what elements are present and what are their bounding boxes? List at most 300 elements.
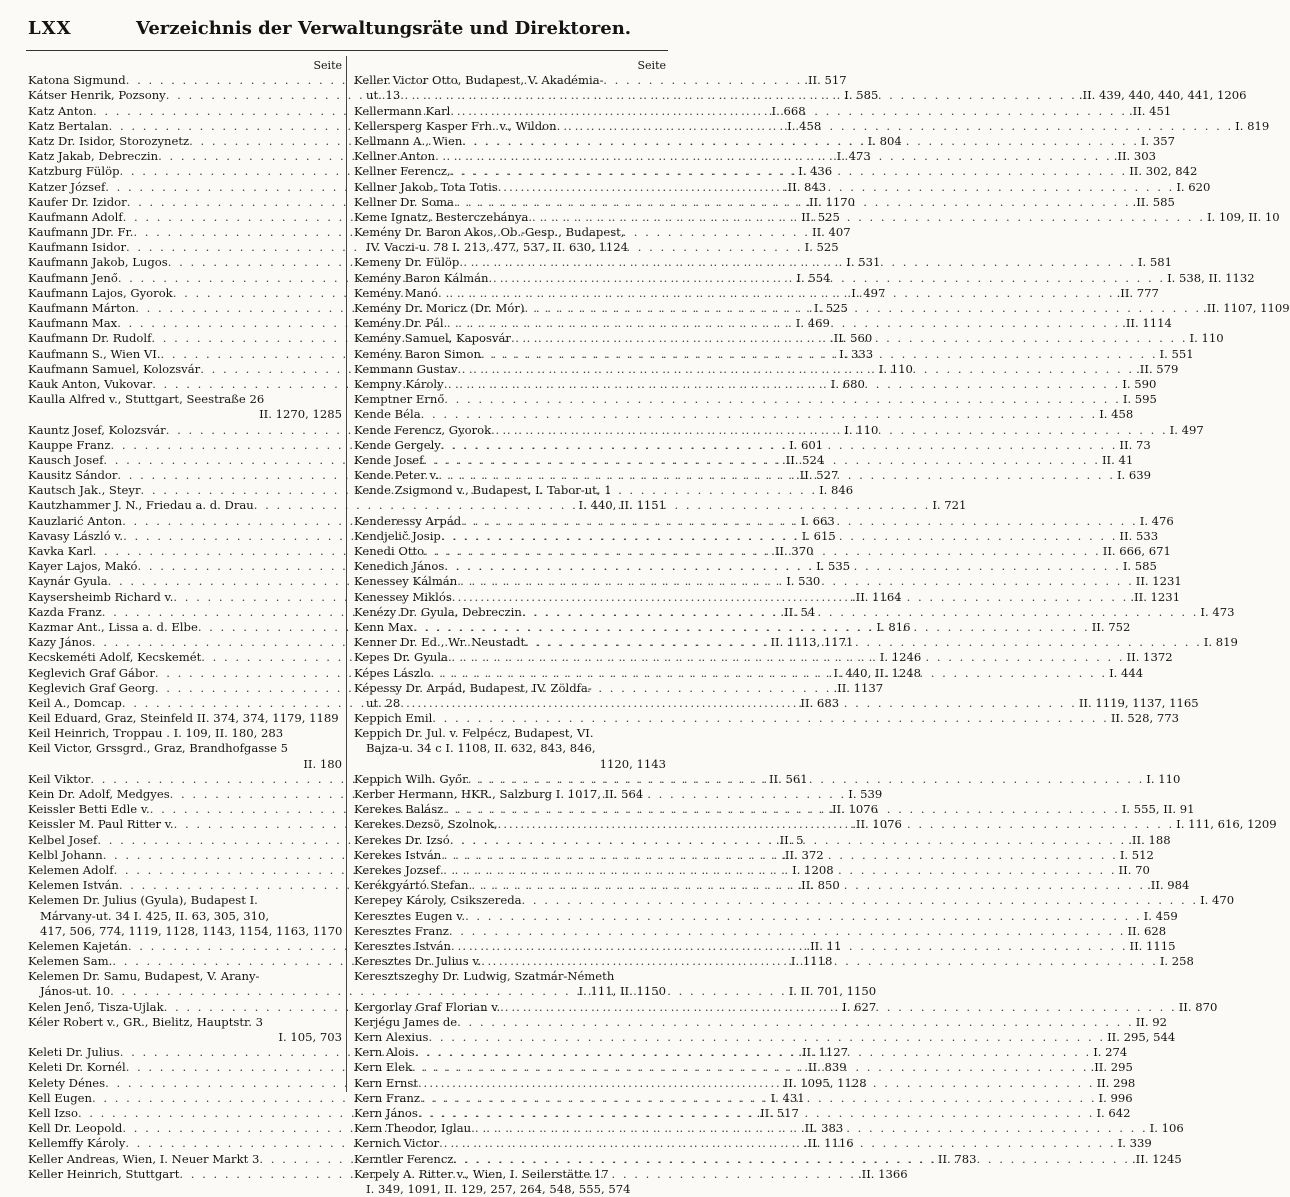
page-reference: II. 41 xyxy=(1101,452,1134,467)
entry-name: Keppich Dr. Jul. v. Felpécz, Budapest, VI. xyxy=(354,726,594,741)
page-reference: I. 106 xyxy=(1149,1121,1184,1136)
entry-name: Kende Josef xyxy=(354,452,424,467)
leader-dots xyxy=(468,772,1145,787)
entry-name: Márvany-ut. 34 I. 425, II. 63, 305, 310, xyxy=(40,908,270,923)
index-entry xyxy=(354,938,1176,954)
page-reference: .II. 585 xyxy=(1132,194,1175,209)
page-reference: I. 436 xyxy=(798,164,833,179)
entry-name: Keleti Dr. Julius xyxy=(28,1045,120,1060)
leader-dots xyxy=(412,1060,1089,1075)
leader-dots xyxy=(481,954,1158,969)
leader-dots xyxy=(525,635,1202,650)
entry-name: Kelbl Johann xyxy=(28,847,103,862)
entry-name: Kenedi Otto xyxy=(354,544,425,558)
page-reference: I. 539 xyxy=(848,787,883,801)
entry-name: Katona Sigmund xyxy=(28,73,126,88)
page-reference: I. 1208 xyxy=(792,862,834,877)
page-reference: I. 551 xyxy=(1159,346,1194,361)
entry-name: Keil Viktor xyxy=(28,771,91,786)
entry-name: Kerjégu James de xyxy=(354,1014,458,1029)
leader-dots xyxy=(415,1045,1092,1060)
page-reference: I. 444 xyxy=(1109,665,1144,680)
page-reference: .II. 1170 xyxy=(805,194,855,209)
seite-label: Seite xyxy=(313,59,342,72)
entry-name: Kern Ernst xyxy=(354,1075,418,1090)
entry-name: Kellner Dr. Soma xyxy=(354,194,454,209)
index-entry xyxy=(28,1015,342,1030)
entry-name: Kelbel Josef xyxy=(28,832,98,847)
page-reference: II. 298 xyxy=(1096,1075,1136,1090)
index-entry xyxy=(354,908,1178,924)
entry-name: Kemény Baron Kálmán xyxy=(354,270,489,285)
entry-name: Kelety Dénes xyxy=(28,1075,106,1090)
entry-name: Katzer József xyxy=(28,179,106,194)
leader-dots xyxy=(400,696,1077,711)
entry-name: Kavasy László v. xyxy=(28,528,124,543)
entry-name: Bajza-u. 34 c I. 1108, II. 632, 843, 846, xyxy=(366,741,596,756)
page-reference: 1120, 1143 xyxy=(599,756,666,771)
page-reference xyxy=(263,1015,265,1030)
entry-name: Kéler Robert v., GR., Bielitz, Hauptstr. 3 xyxy=(28,1014,263,1029)
entry-name: Kenézy Dr. Gyula, Debreczin xyxy=(354,604,522,619)
entry-name: Kerber Hermann, HKR., Salzburg I. 1017, II. 564 xyxy=(354,787,644,801)
page-reference: I. 357 xyxy=(1140,133,1175,148)
page-reference: I. 476 xyxy=(1139,513,1174,528)
leader-dots xyxy=(465,909,1142,924)
index-entry xyxy=(28,969,342,984)
index-entry xyxy=(354,225,666,240)
page-reference: I. 531 xyxy=(846,255,881,270)
entry-name: Kern Elek xyxy=(354,1060,412,1075)
leader-dots xyxy=(459,255,1136,270)
index-entry xyxy=(28,893,342,908)
index-entry xyxy=(354,1167,666,1182)
entry-name: Kaysersheimb Richard v. xyxy=(28,589,174,604)
entry-name: Keglevich Graf Gábor xyxy=(28,665,155,680)
page-reference: I. 109, II. 10 xyxy=(1206,209,1280,224)
page-reference: .II. 1231 xyxy=(1130,589,1181,604)
leader-dots xyxy=(557,119,1234,134)
leader-dots xyxy=(452,590,1129,605)
entry-name: Keller Heinrich, Stuttgart xyxy=(28,1166,180,1181)
leader-dots xyxy=(450,833,1127,848)
leader-dots xyxy=(418,1076,1095,1091)
entry-name: János-ut. 10 xyxy=(40,984,111,999)
page-reference: .II. 1116 xyxy=(803,1136,854,1151)
entry-name: Kaufmann Dr. Rudolf xyxy=(28,331,152,346)
entry-name: Kende Peter v. xyxy=(354,468,439,483)
leader-dots xyxy=(444,392,1121,407)
entry-name: Kerntler Ferencz xyxy=(354,1151,454,1166)
page-reference: .II. 1076 xyxy=(828,802,879,817)
page-reference: I. 721 xyxy=(932,498,967,513)
entry-name: Kaulla Alfred v., Stuttgart, Seestraße 26 xyxy=(28,392,265,407)
page-reference: I. 473 xyxy=(836,149,871,164)
page-reference: I. 473 xyxy=(1200,604,1235,619)
entry-name: Kemény Dr. Pál xyxy=(354,316,444,331)
page-reference: .II. 517 xyxy=(756,1105,799,1120)
page-reference: II. 73 xyxy=(1119,437,1151,452)
entry-name: Kenessey Miklós xyxy=(354,589,452,604)
index-entry xyxy=(354,711,1180,726)
leader-dots xyxy=(400,88,1077,103)
index-entry xyxy=(354,923,1167,939)
entry-name: Katz Jakab, Debreczin xyxy=(28,149,159,164)
entry-name: Kautsch Jak., Steyr xyxy=(28,483,141,498)
page-reference: .II. 1107, 1109 xyxy=(1203,301,1290,315)
page-reference: I. 668 xyxy=(771,103,806,118)
page-reference xyxy=(258,893,260,908)
entry-name: Kaufer Dr. Izidor xyxy=(28,194,127,209)
entry-name: Kazda Franz xyxy=(28,604,102,619)
page-reference: I. 497 xyxy=(1169,422,1204,437)
page-reference: I. 555, II. 91 xyxy=(1121,802,1195,817)
entry-name: Kell Izso xyxy=(28,1105,78,1120)
index-entry xyxy=(354,757,666,772)
page-reference: I. 458 xyxy=(787,118,822,133)
entry-name: Kerekes Jozsef xyxy=(354,862,440,877)
entry-name: Kellner Jakob, Tota Totis xyxy=(354,179,498,194)
page-reference: II. 1270, 1285 xyxy=(259,407,342,422)
index-entry xyxy=(354,483,666,498)
entry-name: Képes Lászlo xyxy=(354,665,431,680)
index-entry xyxy=(28,711,342,726)
page-reference: I. 458 xyxy=(1099,407,1134,422)
entry-name: Kendjelič Josip xyxy=(354,528,441,543)
entry-name: Kavka Karl xyxy=(28,544,93,558)
page-reference: .II. 303 xyxy=(1113,149,1157,164)
leader-dots xyxy=(431,666,1108,681)
entry-name: Kaufmann Isidor xyxy=(28,240,127,255)
entry-name: Kein Dr. Adolf, Medgyes xyxy=(28,787,170,801)
leader-dots xyxy=(528,210,1205,225)
index-entry xyxy=(354,969,666,984)
page-reference: I. 819 xyxy=(1203,635,1238,650)
page-reference xyxy=(609,1167,611,1182)
entry-name: Keissler M. Paul Ritter v. xyxy=(28,817,174,832)
index-entry xyxy=(354,893,1235,908)
page-reference: I. 105, 703 xyxy=(278,1030,342,1044)
page-reference: .II. 439, 440, 440, 441, 1206 xyxy=(1078,88,1247,103)
entry-name: Kellemffy Károly xyxy=(28,1136,126,1151)
page-reference: .II. 1137 xyxy=(833,680,884,695)
entry-name: Kemptner Ernő xyxy=(354,392,445,407)
leader-dots xyxy=(432,711,1109,726)
index-entry xyxy=(354,1182,666,1197)
leader-dots xyxy=(443,802,1120,817)
entry-name: IV. Vaczi-u. 78 I. 213, 477, 537, II. 630, 1124 xyxy=(366,240,629,255)
entry-name: Keresztes Eugen v. xyxy=(354,908,466,923)
entry-name: Kern Theodor, Iglau xyxy=(354,1121,472,1136)
entry-name: Kelemen Dr. Julius (Gyula), Budapest I. xyxy=(28,893,258,908)
page-reference xyxy=(259,969,261,984)
entry-name: Kerekes Dr. Izsó xyxy=(354,832,450,847)
page-reference: .II. 1076 xyxy=(852,817,902,832)
page-reference: .II. 5 xyxy=(775,832,804,847)
entry-name: Kaufmann Max xyxy=(28,316,118,331)
page-reference: I. 639 xyxy=(1116,468,1152,483)
page-reference: I. 581 xyxy=(1137,255,1172,270)
page-reference: I. 1118 xyxy=(790,954,833,969)
entry-name: Kell Dr. Leopold xyxy=(28,1121,123,1136)
page-reference: I. 595 xyxy=(1122,392,1157,407)
entry-name: Kauntz Josef, Kolozsvár xyxy=(28,422,166,437)
page-reference: .II. 524 xyxy=(781,452,825,467)
page-reference: I. 615 xyxy=(801,528,836,543)
page-reference xyxy=(288,741,290,756)
index-entry xyxy=(28,924,342,939)
entry-name: Kauppe Franz xyxy=(28,437,111,452)
leader-dots xyxy=(524,301,1201,316)
leader-dots xyxy=(441,438,1118,453)
page-reference: II. 525 xyxy=(801,209,840,224)
page-reference: I. 440, II. 1151 xyxy=(578,498,666,513)
leader-dots xyxy=(457,1015,1134,1030)
entry-name: Kernich Victor xyxy=(354,1136,440,1151)
leader-dots xyxy=(461,514,1138,529)
entry-name: Katz Bertalan xyxy=(28,118,109,133)
page-reference: .II. 11 xyxy=(806,938,842,953)
page-reference: I. 1246 xyxy=(879,650,922,665)
index-entry xyxy=(354,726,666,741)
entry-name: ut. 13 xyxy=(366,88,401,103)
entry-name: Kayer Lajos, Makó xyxy=(28,559,138,574)
leader-dots xyxy=(451,164,1128,179)
entry-name: Keresztszeghy Dr. Ludwig, Szatmár-Németh xyxy=(354,969,615,984)
leader-dots xyxy=(491,423,1168,438)
entry-name: Kern János xyxy=(354,1105,418,1120)
page-reference: II. 628 xyxy=(1127,923,1167,938)
leader-dots xyxy=(441,848,1118,863)
page-reference xyxy=(339,711,341,726)
page-reference: I. 111, II. 1150 xyxy=(578,984,666,999)
entry-name: Kellner Ferencz, xyxy=(354,164,451,179)
leader-dots xyxy=(441,529,1118,544)
index-entry xyxy=(354,392,1157,407)
page-reference: II. 870 xyxy=(1178,999,1218,1014)
page-reference: I. 274 xyxy=(1093,1045,1128,1060)
entry-name: Kaufmann S., Wien VI. xyxy=(28,346,161,361)
entry-name: Kaufmann Jenő xyxy=(28,270,118,285)
leader-dots xyxy=(454,195,1131,210)
entry-name: Keresztes Franz xyxy=(354,923,449,938)
page-reference: II. 407 xyxy=(812,225,851,240)
index-entry xyxy=(28,741,342,756)
page-reference: .II. 1114 xyxy=(1122,316,1172,331)
page-reference: I. 525 xyxy=(813,301,848,315)
page-reference: II. 180 xyxy=(303,756,342,771)
leader-dots xyxy=(444,559,1121,574)
page-reference xyxy=(342,924,344,939)
page-reference: .II. 295 xyxy=(1090,1060,1133,1075)
entry-name: Kelen Jenő, Tisza-Ujlak xyxy=(28,999,164,1014)
page-reference: I. II. 701, 1150 xyxy=(788,984,877,999)
page-reference: I. 585 xyxy=(844,88,879,103)
page-reference: .II. 1127 xyxy=(798,1045,849,1060)
entry-name: Keresztes István xyxy=(354,938,451,953)
page-reference: II. 302, 842 xyxy=(1129,164,1198,179)
page-reference: .II. 850 xyxy=(797,878,840,893)
leader-dots xyxy=(444,377,1121,392)
leader-dots xyxy=(423,453,1100,468)
index-entry xyxy=(28,909,342,924)
page-reference: II. 683 xyxy=(800,695,840,710)
entry-name: Kern Franz xyxy=(354,1090,420,1105)
entry-name: Kempny Károly xyxy=(354,376,444,391)
leader-dots xyxy=(429,1030,1106,1045)
entry-name: Kende Ferencz, Gyorok xyxy=(354,422,492,437)
page-reference xyxy=(596,741,598,756)
page-reference: .II. 560 xyxy=(829,331,873,346)
leader-dots xyxy=(451,939,1128,954)
entry-name: Kemény Manó xyxy=(354,285,438,300)
page-reference xyxy=(264,392,266,407)
entry-name: Keme Ignatz, Besterczebánya xyxy=(354,209,529,224)
entry-name: Kerekes István xyxy=(354,847,442,862)
page-reference: .II. 984 xyxy=(1147,878,1190,893)
page-reference: .II. 777 xyxy=(1116,285,1159,300)
entry-name: Kemény Dr. Moricz (Dr. Mór) xyxy=(354,301,525,315)
index-entry xyxy=(28,1030,342,1045)
entry-name: Kende Zsigmond v., Budapest, I. Tabor-ut, 1 xyxy=(354,483,612,498)
page-reference: .II. 527 xyxy=(795,468,839,483)
entry-name: Kaufmann Samuel, Kolozsvár xyxy=(28,361,201,376)
page-reference: II. 783 xyxy=(937,1151,977,1166)
leader-dots xyxy=(435,149,1112,164)
page-reference: I. 642 xyxy=(1096,1105,1131,1120)
leader-dots xyxy=(450,104,1127,119)
page-reference: I. 601 xyxy=(789,437,824,452)
leader-dots xyxy=(438,468,1115,483)
page-reference: .II. 517 xyxy=(804,73,847,88)
page-reference: .II. 1366 xyxy=(857,1166,908,1181)
page-reference xyxy=(283,726,285,741)
leader-dots xyxy=(489,271,1166,286)
entry-name: Kelemen Sam. xyxy=(28,954,113,969)
page-reference: I. 538, II. 1132 xyxy=(1167,270,1255,285)
entry-name: Kauk Anton, Vukovar xyxy=(28,376,153,391)
leader-dots xyxy=(481,347,1158,362)
page-reference: I. 459 xyxy=(1143,908,1178,923)
entry-name: Képessy Dr. Arpád, Budapest, IV. Zöldfa- xyxy=(354,680,592,695)
page-reference: I. 819 xyxy=(1235,118,1270,133)
entry-name: Keppich Emil xyxy=(354,711,433,726)
page-reference: II. 1115 xyxy=(1129,938,1176,953)
page-reference: I. 339 xyxy=(1117,1136,1152,1151)
page-reference: I. 110 xyxy=(1189,331,1224,346)
entry-name: Keppich Wilh. Győr xyxy=(354,771,468,786)
header-rule xyxy=(26,50,668,51)
leader-dots xyxy=(418,1106,1095,1121)
entry-name: Kemény Dr. Baron Akos, Ob.-Gesp., Budapest, xyxy=(354,225,625,240)
page-reference: I. 627 xyxy=(842,999,877,1014)
entry-name: Kellner Anton xyxy=(354,149,436,164)
page-reference: II. 533 xyxy=(1119,528,1159,543)
page-reference: I. 111, 616, 1209 xyxy=(1176,817,1277,832)
page-reference: I. 431 xyxy=(770,1090,805,1105)
entry-name: Kauzlarić Anton xyxy=(28,513,123,528)
entry-name: Kende Béla xyxy=(354,407,421,422)
entry-name: Kazmar Ant., Lissa a. d. Elbe xyxy=(28,619,198,634)
entry-name: Kemeny Dr. Fülöp xyxy=(354,255,460,270)
entry-name: Kaufmann Márton xyxy=(28,301,136,315)
page-reference: I. 497 xyxy=(851,285,886,300)
page-reference: I. 846 xyxy=(819,483,854,498)
page-reference: II. 70 xyxy=(1118,862,1150,877)
page-reference: I. 816 xyxy=(876,619,911,634)
page-reference xyxy=(643,787,645,802)
index-entry xyxy=(354,1014,1167,1030)
index-entry xyxy=(354,240,666,255)
entry-name: Katzburg Fülöp xyxy=(28,164,120,179)
leader-dots xyxy=(439,1136,1116,1151)
entry-name: Keissler Betti Edle v. xyxy=(28,802,150,817)
leader-dots xyxy=(444,316,1121,331)
leader-dots xyxy=(438,286,1115,301)
page-reference: .II. 1164 xyxy=(851,589,902,604)
leader-dots xyxy=(511,331,1188,346)
leader-dots xyxy=(413,620,1090,635)
leader-dots xyxy=(453,1152,1130,1167)
page-reference: II. 561 xyxy=(768,771,808,786)
entry-name: I. 349, 1091, II. 129, 257, 264, 548, 555, 574 xyxy=(366,1181,631,1196)
entry-name: Keil A., Domcap xyxy=(28,695,122,710)
entry-name: Keller Victor Otto, Budapest, V. Akadémia- xyxy=(354,73,604,88)
entry-name: Kern Alexius xyxy=(354,1030,429,1044)
page-reference: I. 110 xyxy=(1146,771,1181,786)
index-entry xyxy=(354,787,666,802)
page-reference xyxy=(594,726,596,741)
entry-name: Kell Eugen xyxy=(28,1090,92,1105)
page-reference: .II. 839 xyxy=(804,1060,847,1075)
page-reference xyxy=(592,681,594,696)
entry-name: Kátser Henrik, Pozsony xyxy=(28,88,166,103)
page-reference: II. 1113, 1171 xyxy=(770,635,854,650)
entry-name: Kecskeméti Adolf, Kecskemét xyxy=(28,650,202,665)
entry-name: Kaufmann Adolf xyxy=(28,209,123,224)
entry-name: ut. 28 xyxy=(366,695,401,710)
entry-name: Kausitz Sándor xyxy=(28,468,118,483)
entry-name: Keglevich Graf Georg xyxy=(28,680,155,695)
entry-name: Keil Victor, Grssgrd., Graz, Brandhofgasse 5 xyxy=(28,741,289,756)
page-reference: I. 585 xyxy=(1122,559,1157,574)
page-reference: I. 554 xyxy=(796,270,831,285)
entry-name: Kaynár Gyula xyxy=(28,574,108,589)
leader-dots xyxy=(424,544,1101,559)
entry-name: Kenedich János xyxy=(354,559,445,574)
page-reference: I. 530 xyxy=(786,574,821,589)
entry-name: 417, 506, 774, 1119, 1128, 1143, 1154, 1163, 1170 xyxy=(40,923,343,938)
leader-dots xyxy=(420,1091,1097,1106)
leader-dots xyxy=(469,878,1146,893)
page-reference: II. 1372 xyxy=(1126,650,1173,665)
page-reference xyxy=(604,73,606,88)
entry-name: Kenner Dr. Ed., Wr. Neustadt xyxy=(354,635,526,650)
page-reference xyxy=(612,483,614,498)
leader-dots xyxy=(421,407,1098,422)
index-entry xyxy=(354,984,666,999)
page-reference: II. 1119, 1137, 1165 xyxy=(1078,695,1199,710)
entry-name: Kazy János xyxy=(28,635,92,650)
page-reference xyxy=(628,240,630,255)
page-reference: I. 620 xyxy=(1176,179,1211,194)
entry-name: Keil Eduard, Graz, Steinfeld II. 374, 374, 1179, 1189 xyxy=(28,711,339,726)
entry-name: Kerpely A. Ritter v., Wien, I. Seilerstätte 17 xyxy=(354,1166,609,1181)
page-reference: I. 663 xyxy=(800,513,835,528)
entry-name: Kautzhammer J. N., Friedau a. d. Drau xyxy=(28,498,254,513)
index-entry xyxy=(354,1030,1176,1045)
page-reference xyxy=(624,225,626,240)
